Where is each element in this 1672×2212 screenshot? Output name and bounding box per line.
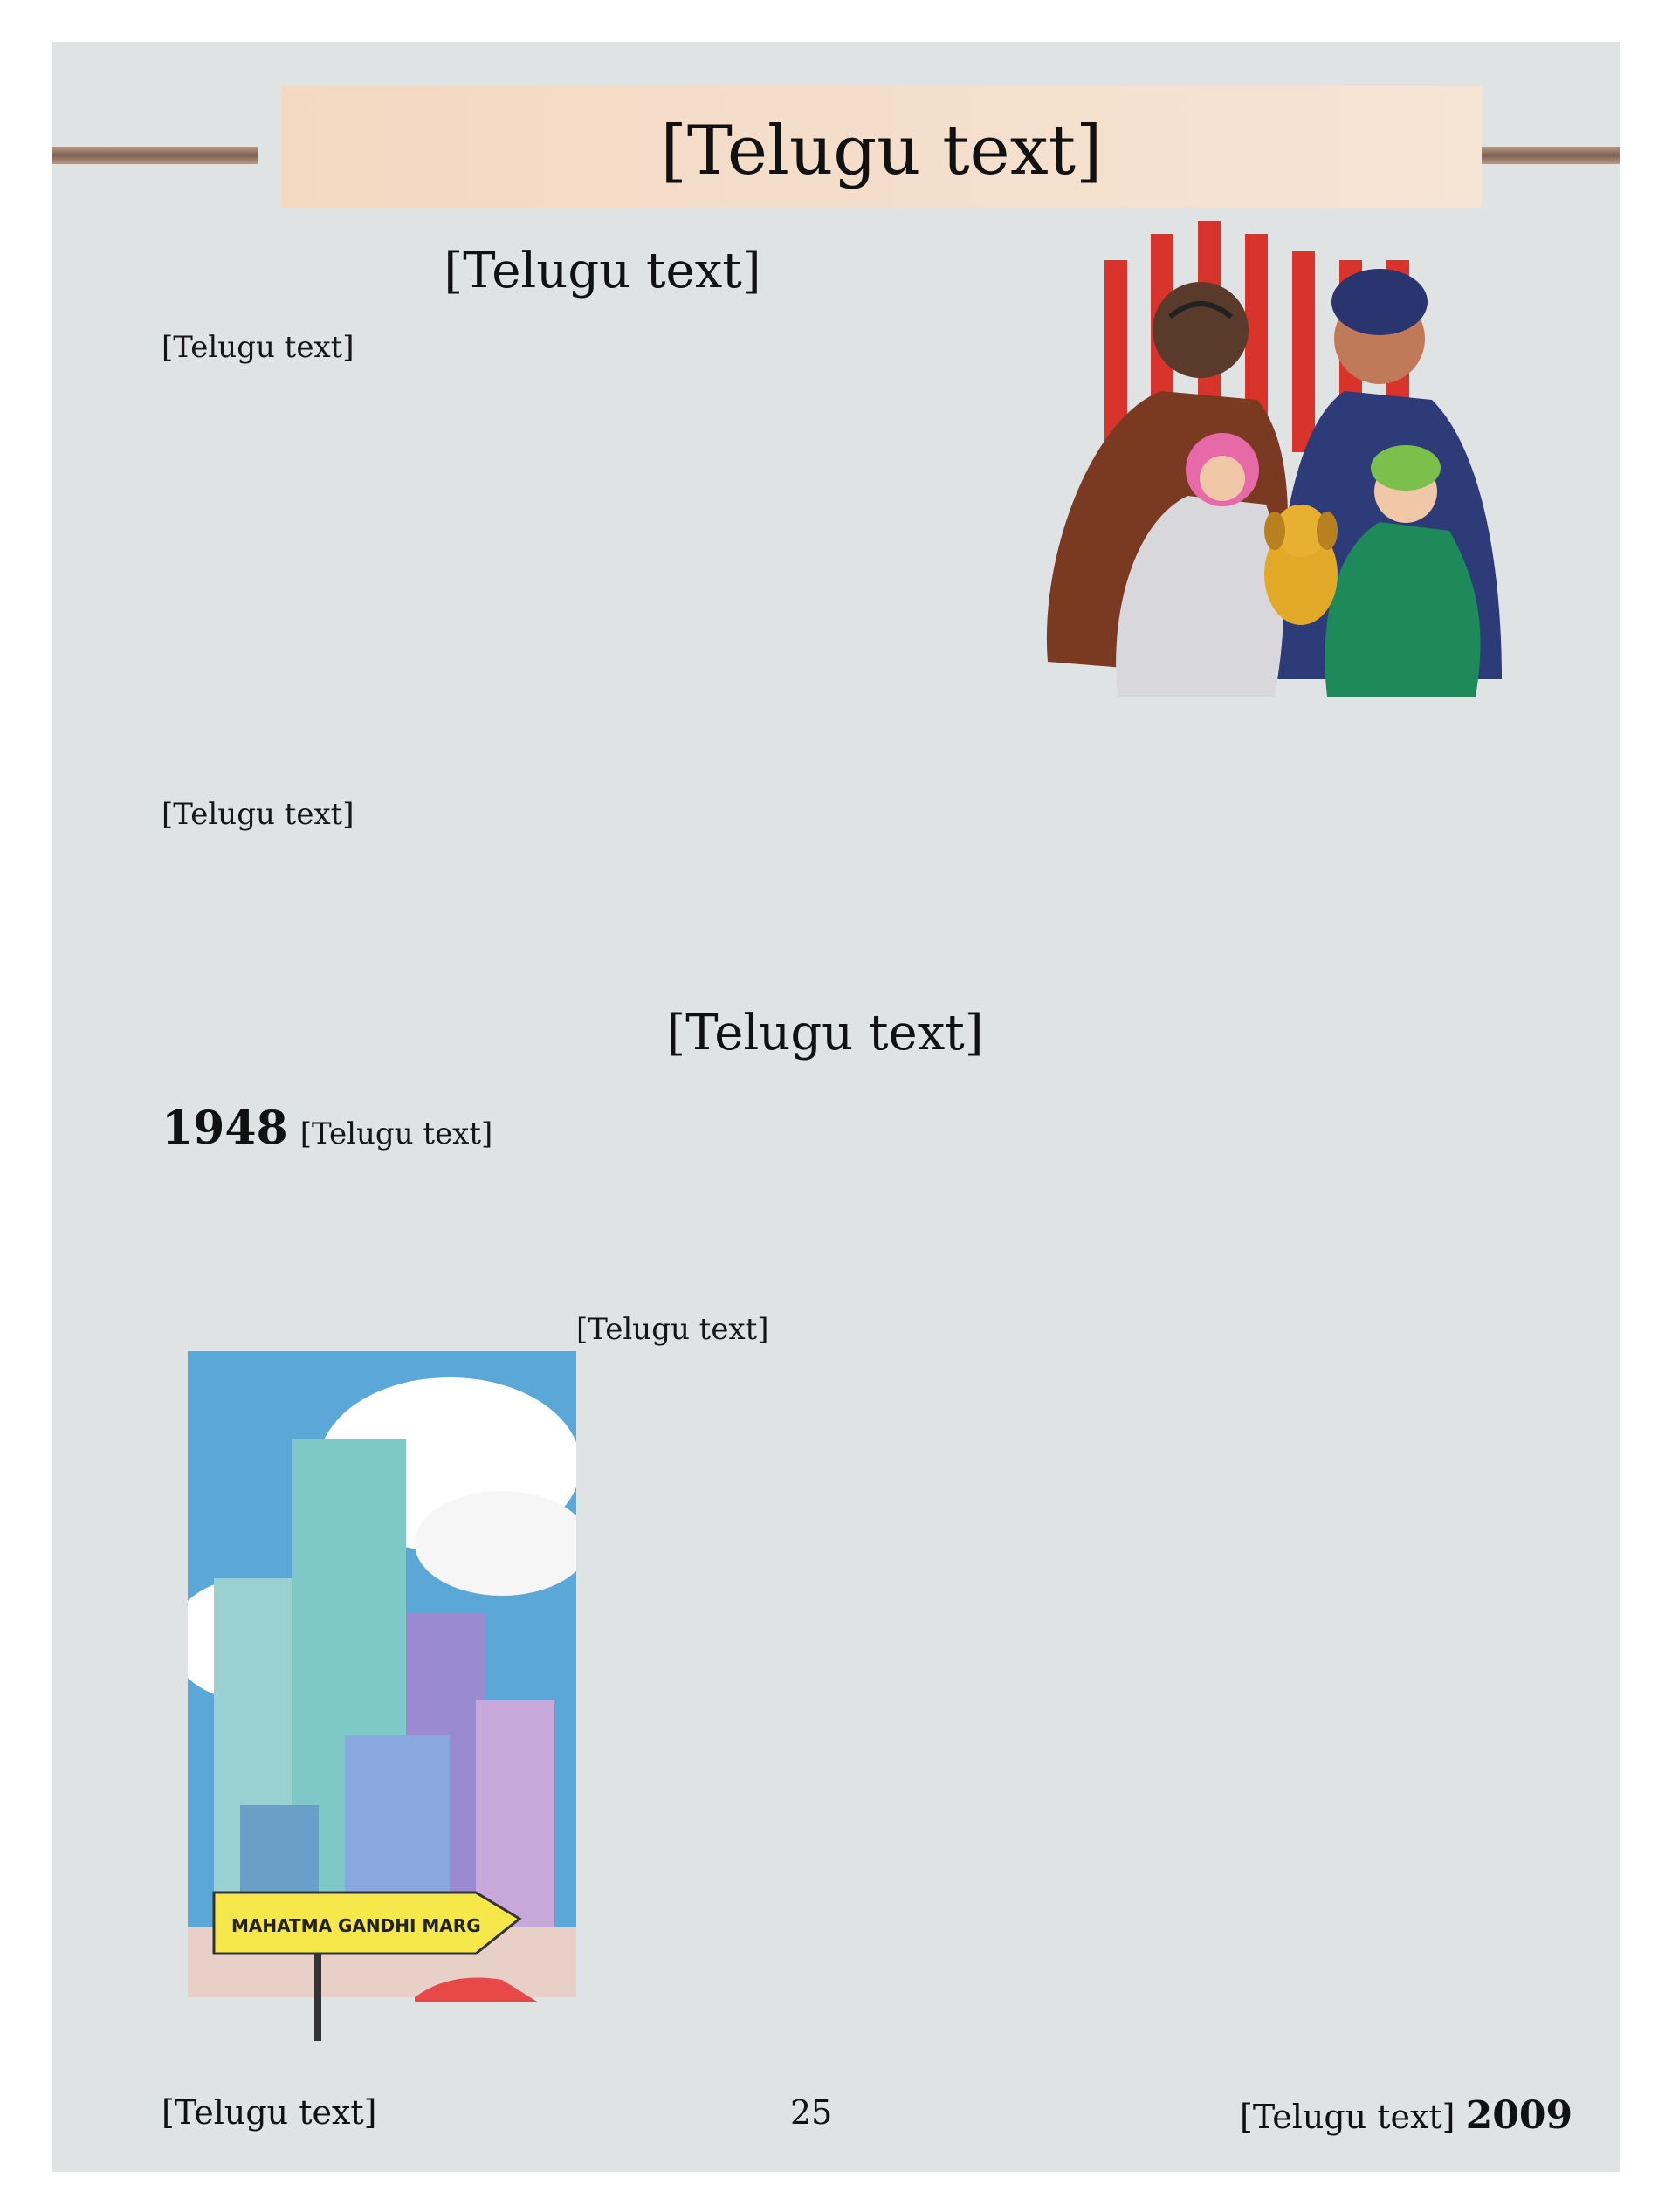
footer-month: [Telugu text]: [1240, 2098, 1455, 2136]
title-rule-left: [52, 147, 258, 164]
signpost-text: MAHATMA GANDHI MARG: [231, 1915, 481, 1936]
article1-paragraph2: [Telugu text]: [162, 797, 354, 832]
family-with-puppy-illustration: [1013, 208, 1554, 697]
footer-page-number: 25: [790, 2093, 833, 2132]
article2-paragraph1-text: [Telugu text]: [299, 1116, 493, 1151]
article2-headline: [Telugu text]: [666, 1004, 984, 1061]
magazine-page: [52, 42, 1620, 2172]
article2-paragraph2: [Telugu text]: [576, 1312, 769, 1347]
footer-magazine-name: [Telugu text]: [162, 2093, 377, 2132]
article2-year: 1948: [162, 1102, 288, 1155]
footer-year: 2009: [1465, 2093, 1573, 2138]
city-skyline-signpost-illustration: [188, 1351, 576, 2041]
family-illustration-icon: [1013, 208, 1554, 697]
section-title: [Telugu text]: [660, 112, 1103, 190]
article2-paragraph1: [162, 1103, 1541, 1160]
footer-date: [1240, 2093, 1572, 2138]
article1-paragraph1: [Telugu text]: [162, 330, 354, 365]
city-illustration-icon: [188, 1351, 576, 2041]
article1-headline: [Telugu text]: [444, 243, 761, 299]
